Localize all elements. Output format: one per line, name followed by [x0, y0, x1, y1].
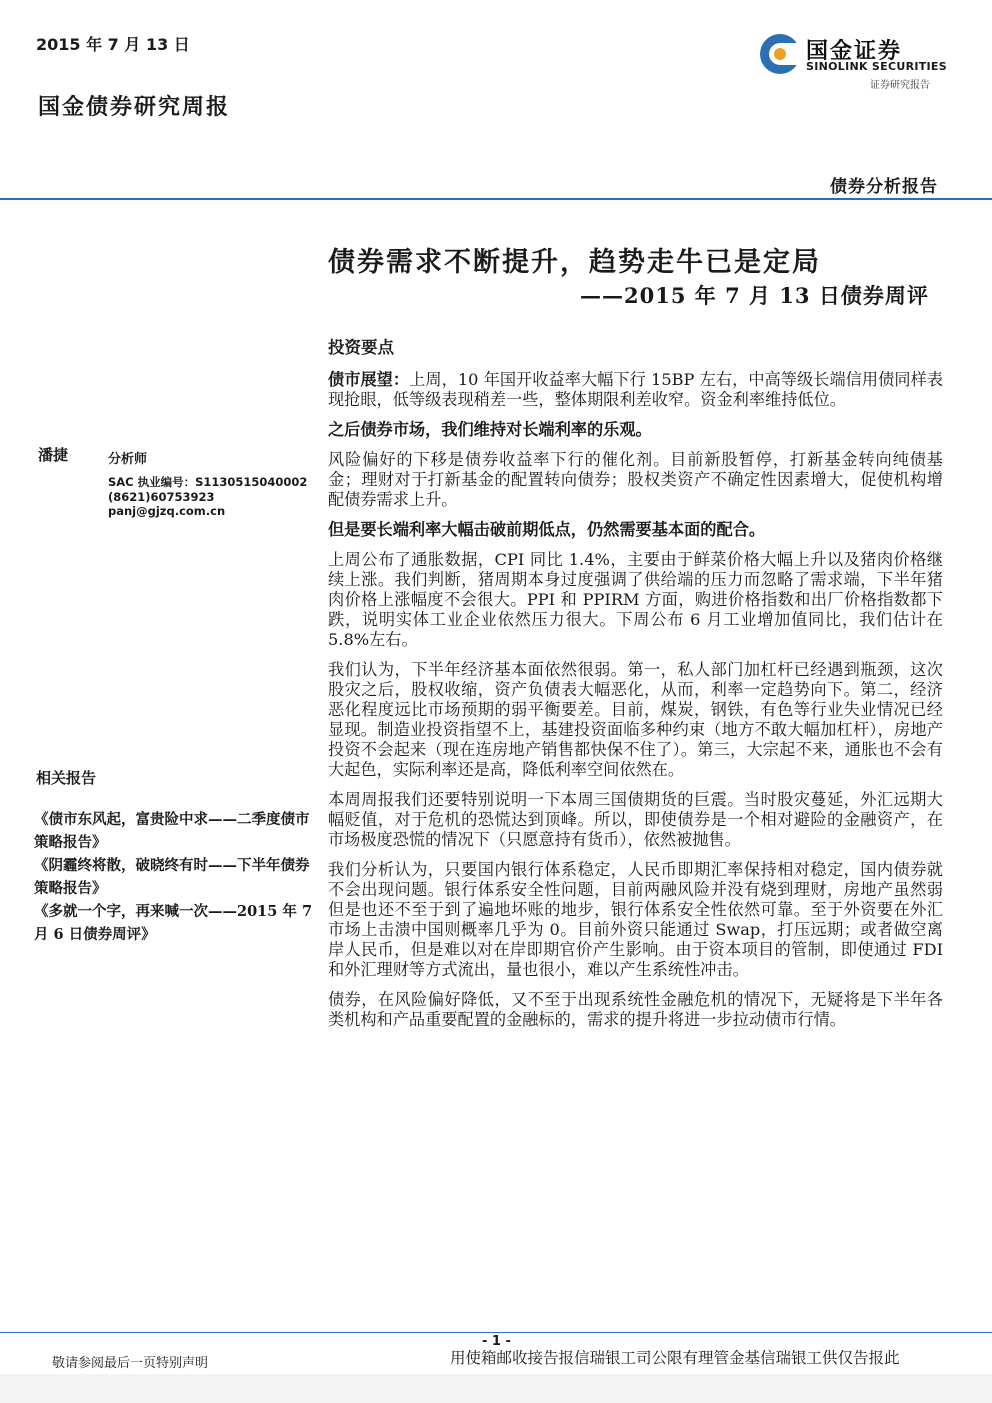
analyst-phone: (8621)60753923 — [108, 490, 215, 504]
logo-text-en: SINOLINK SECURITIES — [806, 60, 947, 73]
outlook-lead: 债市展望： — [328, 370, 410, 389]
report-body — [328, 338, 943, 1040]
paragraph-fundamentals: 我们认为，下半年经济基本面依然很弱。第一，私人部门加杠杆已经遇到瓶颈，这次股灾之后，股权收缩，资产负债表大幅恶化，从而，利率一定趋势向下。第二，经济恶化程度远比市场预期的弱平衡要差。目前，煤炭，钢铁，有色等行业失业情况已经显现。制造业投资指望不上，基建投资面临多种约束（地方不敢大幅加杠杆），房地产投资不会起来（现在连房地产销售都快保不住了）。第三，大宗起不来，通胀也不会有大起色，实际利率还是高，降低利率空间依然在。 — [328, 660, 943, 779]
paragraph-risk-appetite: 风险偏好的下移是债券收益率下行的催化剂。目前新股暂停，打新基金转向纯债基金；理财对于打新基金的配置转向债券；股权类资产不确定性因素增大，促使机构增配债券需求上升。 — [328, 450, 943, 509]
footer-distribution-note: 用使箱邮收接告报信瑞银工司公限有理管金基信瑞银工供仅告报此 — [450, 1349, 900, 1367]
page-number: - 1 - — [482, 1334, 511, 1349]
weekly-title: 国金债券研究周报 — [38, 94, 231, 120]
paragraph-inflation: 上周公布了通胀数据，CPI 同比 1.4%，主要由于鲜菜价格大幅上升以及猪肉价格继续上涨。我们判断，猪周期本身过度强调了供给端的压力而忽略了需求端，下半年猪肉价格上涨幅度不会很大。PPI 和 PPIRM 方面，购进价格指数和出厂价格指数都下跌，说明实体工业企业依然压力很大。下周公布 6 月工业增加值同比，我们估计在 5.8%左右。 — [328, 550, 943, 649]
sinolink-logo-icon — [758, 32, 802, 76]
analyst-sac-number: SAC 执业编号：S1130515040002 — [108, 475, 308, 489]
paragraph-futures: 本周周报我们还要特别说明一下本周三国债期货的巨震。当时股灾蔓延，外汇远期大幅贬值，对于危机的恐慌达到顶峰。所以，即使债券是一个相对避险的金融资产，在市场极度恐慌的情况下（只愿意持有货币），依然被抛售。 — [328, 790, 943, 849]
related-report-item: 《多就一个字，再来喊一次——2015 年 7 月 6 日债券周评》 — [34, 903, 313, 943]
analyst-name: 潘捷 — [38, 446, 69, 464]
footer-disclaimer: 敬请参阅最后一页特别声明 — [52, 1356, 209, 1371]
related-report-item: 《债市东风起，富贵险中求——二季度债市策略报告》 — [34, 811, 310, 851]
logo-text-cn: 国金证券 — [806, 39, 903, 64]
analyst-role: 分析师 — [108, 452, 148, 467]
outlook-text: 上周，10 年国开收益率大幅下行 15BP 左右，中高等级长端信用债同样表现抢眼，低等级表现稍差一些，整体期限利差收窄。资金利率维持低位。 — [328, 370, 944, 409]
section-heading: 投资要点 — [328, 338, 394, 357]
paragraph-banking: 我们分析认为，只要国内银行体系稳定，人民币即期汇率保持相对稳定，国内债券就不会出现问题。银行体系安全性问题，目前两融风险并没有烧到理财，房地产虽然弱但是也还不至于到了遍地坏账的地步，银行体系安全性依然可靠。至于外资要在外汇市场上击溃中国则概率几乎为 0。目前外资只能通过 Swap，打压远期；或者做空离岸人民币，但是难以对在岸即期官价产生影响。由于资本项目的管制，即使通过 FDI 和外汇理财等方式流出，量也很小，难以产生系统性冲击。 — [328, 860, 943, 979]
header-divider — [0, 198, 992, 200]
report-date: 2015 年 7 月 13 日 — [36, 35, 190, 54]
related-reports-heading: 相关报告 — [36, 769, 97, 787]
key-point-1: 之后债券市场，我们维持对长端利率的乐观。 — [328, 420, 652, 439]
related-report-item: 《阴霾终将散，破晓终有时——下半年债券策略报告》 — [34, 857, 310, 897]
footer-divider — [0, 1332, 992, 1333]
paragraph-conclusion: 债券，在风险偏好降低，又不至于出现系统性金融危机的情况下，无疑将是下半年各类机构和产品重要配置的金融标的，需求的提升将进一步拉动债市行情。 — [328, 990, 943, 1029]
report-type: 债券分析报告 — [830, 177, 938, 197]
main-title: 债券需求不断提升，趋势走牛已是定局 — [328, 247, 821, 278]
key-point-2: 但是要长端利率大幅击破前期低点，仍然需要基本面的配合。 — [328, 520, 766, 539]
sub-title: ——2015 年 7 月 13 日债券周评 — [580, 283, 929, 308]
logo-subtitle: 证券研究报告 — [870, 80, 930, 91]
analyst-email: panj@gjzq.com.cn — [108, 504, 226, 518]
paragraph-outlook — [328, 370, 943, 410]
related-reports-list — [34, 808, 319, 946]
company-logo — [758, 32, 958, 92]
footer-watermark-band — [0, 1374, 992, 1403]
